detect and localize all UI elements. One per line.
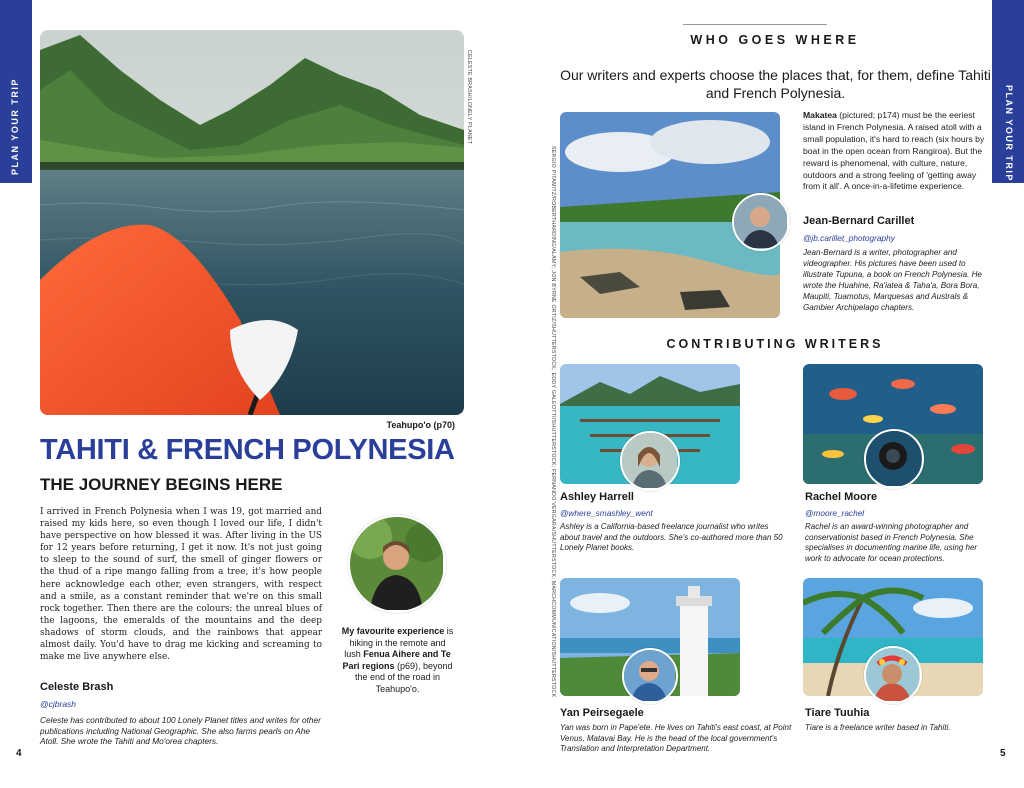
featured-description bbox=[803, 110, 988, 193]
writer-name: Ashley Harrell bbox=[560, 491, 634, 503]
writer-name: Yan Peirsegaele bbox=[560, 707, 644, 719]
featured-place: Makatea bbox=[803, 110, 837, 120]
featured-text: (pictured; p174) must be the eeriest island in French Polynesia. A raised atoll with a small population, it's hard to reach (six hours by boat in the open ocean from Rangiroa). But the reward is phenomenal, with culture, nature, outdoors and a strong feeling of 'getting away from it all'. A once-in-a-lifetime experience. bbox=[803, 110, 985, 192]
favourite-text: (p69), beyond the end of the road in Teahupo'o. bbox=[354, 660, 453, 694]
author-name: Celeste Brash bbox=[40, 681, 114, 693]
featured-writer-handle[interactable]: @jb.carillet_photography bbox=[803, 233, 895, 243]
page-number-left: 4 bbox=[16, 748, 22, 759]
featured-writer-name: Jean-Bernard Carillet bbox=[803, 215, 915, 227]
favourite-place: Fenua Aihere and Te Pari regions bbox=[342, 649, 451, 671]
writer-portrait-yan bbox=[622, 648, 678, 704]
author-portrait bbox=[348, 515, 446, 613]
author-bio: Celeste has contributed to about 100 Lonely Planet titles and writes for other publications including National Geographic. She also farms pearls on Ahe Atoll. She wrote the Tahiti and Mo'orea chapters. bbox=[40, 715, 321, 746]
writer-handle[interactable]: @moore_rachel bbox=[805, 508, 865, 518]
favourite-text: is hiking in the remote and lush bbox=[344, 626, 454, 660]
page-subtitle: THE JOURNEY BEGINS HERE bbox=[40, 475, 283, 494]
hero-photo bbox=[40, 30, 464, 415]
section-rule bbox=[683, 24, 827, 25]
side-tab-label: PLAN YOUR TRIP bbox=[10, 78, 20, 175]
featured-writer-portrait bbox=[732, 193, 790, 251]
writer-bio: Tiare is a freelance writer based in Tahiti. bbox=[805, 723, 951, 732]
page-title: TAHITI & FRENCH POLYNESIA bbox=[40, 434, 455, 466]
writer-portrait-ashley bbox=[620, 431, 680, 491]
writer-portrait-tiare bbox=[864, 646, 922, 704]
writer-name: Tiare Tuuhia bbox=[805, 707, 870, 719]
favourite-experience bbox=[340, 626, 455, 696]
featured-writer-bio: Jean-Bernard is a writer, photographer and videographer. His pictures have been used to illustrate Tupuna, a book on French Polynesia. He wrote the Huahine, Ra'iatea & Taha'a, Bora Bora, Maupiti, Tuamotus, Marquesas and Australs & Gambier Archipelago chapters. bbox=[803, 248, 982, 312]
writer-bio: Yan was born in Pape'ete. He lives on Tahiti's east coast, at Point Venus, Matavai Bay. He is the head of the local government's Translation and Interpretation Department. bbox=[560, 723, 792, 754]
hero-caption: Teahupo'o (p70) bbox=[386, 420, 455, 430]
writer-bio: Ashley is a California-based freelance journalist who writes about travel and the outdoors. She's co-authored more than 50 Lonely Planet books. bbox=[560, 522, 783, 553]
contributing-title: CONTRIBUTING WRITERS bbox=[666, 337, 884, 351]
writer-name: Rachel Moore bbox=[805, 491, 878, 503]
page-number-right: 5 bbox=[1000, 748, 1006, 759]
side-tab-left bbox=[0, 0, 32, 183]
writer-portrait-rachel bbox=[864, 429, 924, 489]
photo-credits: SERGIO PITAMITZ/ROBERTHARDING/ALAMY; JON BYRNE ORTIZ/SHUTTERSTOCK; EDDY GALEOTTI/SHUTTERSTOCK; FERNANDO VERGARA/SHUTTERSTOCK; MARCHCOMMUNICATION/SHUTTERSTOCK bbox=[550, 146, 556, 698]
writer-handle[interactable]: @where_smashley_went bbox=[560, 508, 653, 518]
favourite-label: My favourite experience bbox=[341, 626, 445, 636]
section-intro: Our writers and experts choose the places that, for them, define Tahiti and French Polynesia. bbox=[560, 67, 991, 101]
photo-credit: CELESTE BRASH/LONELY PLANET bbox=[466, 50, 472, 145]
section-title: WHO GOES WHERE bbox=[690, 33, 860, 47]
intro-paragraph: I arrived in French Polynesia when I was 19, got married and raised my kids here, so even though I loved our life, I didn't have perspective on how blessed it was. After living in the US for 12 years before returning, I get it now. It's not just going to sleep to the sound of surf, the smell of ginger flowers or the thud of a ripe mango falling from a tree, it's how people here acknowledge each other, even strangers, with respect and a smile, as a constant reminder that we're on this small rock together. Then there are the colours: the unreal blues of the lagoons, the emeralds of the mountains and the deep shadows of storm clouds, and the rainbows that appear almost daily. You'd have to drag me kicking and screaming to make me live anywhere else. bbox=[40, 507, 322, 663]
writer-bio: Rachel is an award-winning photographer and conservationist based in French Polynesia. She specialises in documenting marine life, using her work to advocate for ocean protections. bbox=[805, 522, 978, 563]
author-handle[interactable]: @cjbrash bbox=[40, 699, 77, 709]
side-tab-label: PLAN YOUR TRIP bbox=[1004, 85, 1014, 182]
